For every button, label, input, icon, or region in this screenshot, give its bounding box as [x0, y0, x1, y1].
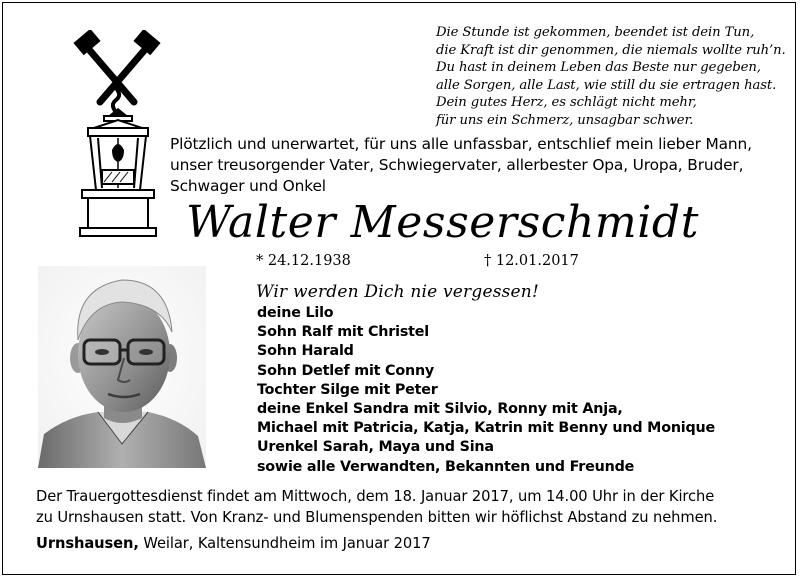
mourner-line: Urenkel Sarah, Maya und Sina [257, 439, 494, 456]
place-town: Urnshausen, [36, 535, 139, 552]
memorial-quote: Wir werden Dich nie vergessen! [256, 282, 539, 302]
birth-date: * 24.12.1938 [256, 253, 351, 269]
mourner-line: deine Enkel Sandra mit Silvio, Ronny mit Anja, [257, 401, 623, 418]
poem-line: die Kraft ist dir genommen, die niemals wollte ruh’n. [436, 42, 786, 58]
intro-line: unser treusorgender Vater, Schwiegervater, allerbester Opa, Uropa, Bruder, [170, 156, 744, 174]
service-line: zu Urnshausen statt. Von Kranz- und Blumenspenden bitten wir höflichst Abstand zu nehmen. [36, 509, 718, 526]
death-date: † 12.01.2017 [484, 253, 579, 269]
deceased-name: Walter Messerschmidt [186, 197, 699, 248]
poem-line: Die Stunde ist gekommen, beendet ist dein Tun, [436, 25, 755, 40]
mourner-line: Tochter Silge mit Peter [257, 381, 438, 398]
poem-line: für uns ein Schmerz, unsagbar schwer. [436, 112, 694, 128]
service-line: Der Trauergottesdienst findet am Mittwoch, dem 18. Januar 2017, um 14.00 Uhr in der Kirche [36, 488, 715, 505]
miners-emblem-icon [68, 30, 168, 238]
mourner-line: Sohn Ralf mit Christel [257, 324, 429, 341]
intro-line: Plötzlich und unerwartet, für uns alle unfassbar, entschlief mein lieber Mann, [170, 135, 752, 153]
intro-text [170, 134, 794, 197]
mourner-line: Sohn Harald [257, 343, 354, 360]
portrait-photo [38, 266, 206, 468]
intro-line: Schwager und Onkel [170, 177, 326, 195]
service-text [36, 486, 796, 528]
mourner-line: Michael mit Patricia, Katja, Katrin mit Benny und Monique [257, 420, 716, 437]
poem-line: Dein gutes Herz, es schlägt nicht mehr, [436, 95, 697, 111]
mourner-line: sowie alle Verwandten, Bekannten und Freunde [257, 458, 635, 475]
mourners-list [257, 304, 715, 477]
place-and-date [36, 533, 431, 554]
poem-line: Du hast in deinem Leben das Beste nur gegeben, [436, 60, 761, 76]
mourner-line: Sohn Detlef mit Conny [257, 362, 435, 379]
mourner-line: deine Lilo [257, 305, 334, 321]
place-rest: Weilar, Kaltensundheim im Januar 2017 [138, 535, 431, 552]
poem-line: alle Sorgen, alle Last, wie still du sie ertragen hast. [436, 77, 777, 93]
poem [436, 24, 796, 130]
